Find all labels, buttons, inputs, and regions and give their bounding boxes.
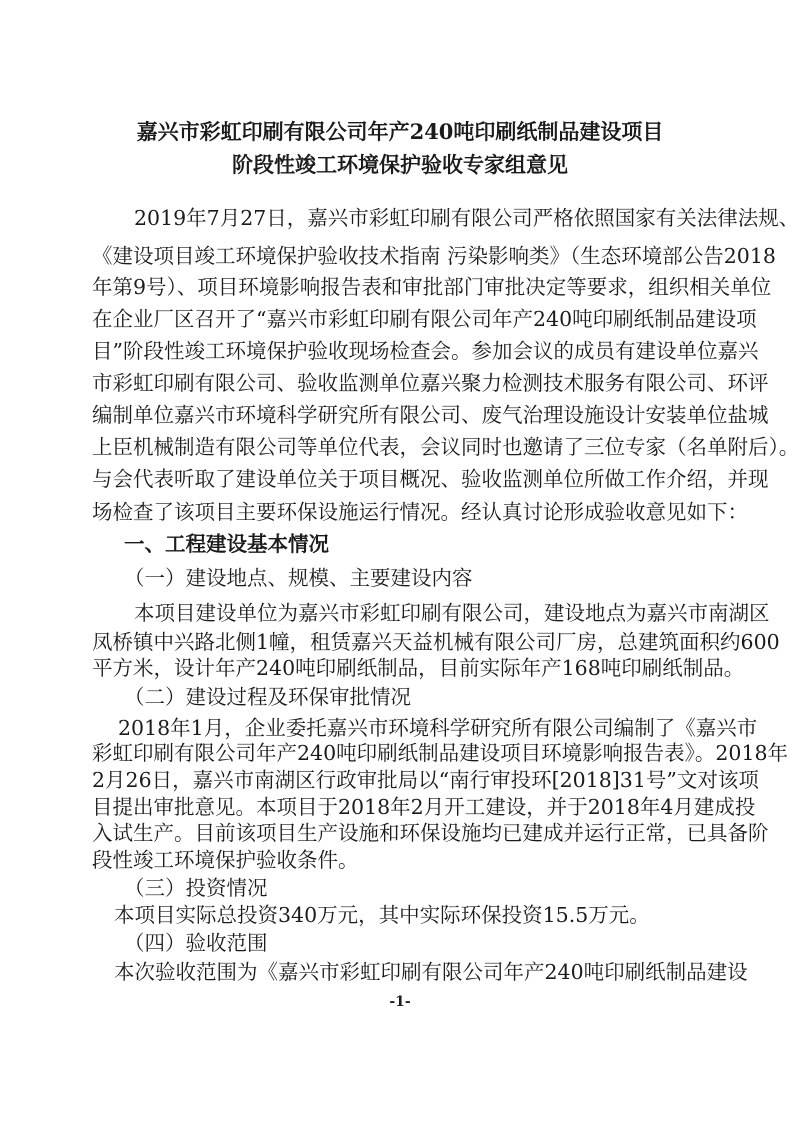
subsection-heading: （四）验收范围 <box>124 931 268 955</box>
paragraph-line: 上臣机械制造有限公司等单位代表，会议同时也邀请了三位专家（名单附后）。 <box>92 435 800 459</box>
paragraph-line: 市彩虹印刷有限公司、验收监测单位嘉兴聚力检测技术服务有限公司、环评 <box>92 371 769 395</box>
paragraph-line: 段性竣工环境保护验收条件。 <box>92 848 359 872</box>
paragraph-line: 目”阶段性竣工环境保护验收现场检查会。参加会议的成员有建设单位嘉兴 <box>92 339 759 363</box>
paragraph-line: 本项目实际总投资340万元，其中实际环保投资15.5万元。 <box>114 903 650 927</box>
paragraph-line: 2018年1月，企业委托嘉兴市环境科学研究所有限公司编制了《嘉兴市 <box>118 716 758 740</box>
subsection-heading: （二）建设过程及环保审批情况 <box>124 685 411 709</box>
paragraph-line: 本项目建设单位为嘉兴市彩虹印刷有限公司，建设地点为嘉兴市南湖区 <box>134 601 770 625</box>
paragraph-line: 编制单位嘉兴市环境科学研究所有限公司、废气治理设施设计安装单位盐城 <box>92 403 769 427</box>
paragraph-line: 在企业厂区召开了“嘉兴市彩虹印刷有限公司年产240吨印刷纸制品建设项 <box>92 307 757 331</box>
paragraph-line: 2月26日，嘉兴市南湖区行政审批局以“南行审投环[2018]31号”文对该项 <box>92 768 759 792</box>
paragraph-line: 凤桥镇中兴路北侧1幢，租赁嘉兴天益机械有限公司厂房，总建筑面积约600 <box>92 630 780 654</box>
page-number: -1- <box>389 994 411 1010</box>
paragraph-line: 2019年7月27日，嘉兴市彩虹印刷有限公司严格依照国家有关法律法规、 <box>134 206 800 230</box>
document-title-line-2: 阶段性竣工环境保护验收专家组意见 <box>232 152 568 177</box>
paragraph-line: 《建设项目竣工环境保护验收技术指南 污染影响类》（生态环境部公告2018 <box>92 244 776 268</box>
paragraph-line: 本次验收范围为《嘉兴市彩虹印刷有限公司年产240吨印刷纸制品建设 <box>114 960 748 984</box>
paragraph-line: 入试生产。目前该项目生产设施和环保设施均已建成并运行正常，已具备阶 <box>92 821 769 845</box>
document-title-line-1: 嘉兴市彩虹印刷有限公司年产240吨印刷纸制品建设项目 <box>136 119 664 144</box>
subsection-heading: （三）投资情况 <box>124 876 268 900</box>
paragraph-line: 目提出审批意见。本项目于2018年2月开工建设，并于2018年4月建成投 <box>92 795 756 819</box>
paragraph-line: 场检查了该项目主要环保设施运行情况。经认真讨论形成验收意见如下： <box>92 500 748 524</box>
paragraph-line: 平方米，设计年产240吨印刷纸制品，目前实际年产168吨印刷纸制品。 <box>92 656 745 680</box>
section-heading: 一、工程建设基本情况 <box>124 532 329 556</box>
subsection-heading: （一）建设地点、规模、主要建设内容 <box>124 566 473 590</box>
paragraph-line: 年第9号）、项目环境影响报告表和审批部门审批决定等要求，组织相关单位 <box>92 275 772 299</box>
paragraph-line: 彩虹印刷有限公司年产240吨印刷纸制品建设项目环境影响报告表》。2018年 <box>92 741 789 765</box>
paragraph-line: 与会代表听取了建设单位关于项目概况、验收监测单位所做工作介绍，并现 <box>92 467 769 491</box>
